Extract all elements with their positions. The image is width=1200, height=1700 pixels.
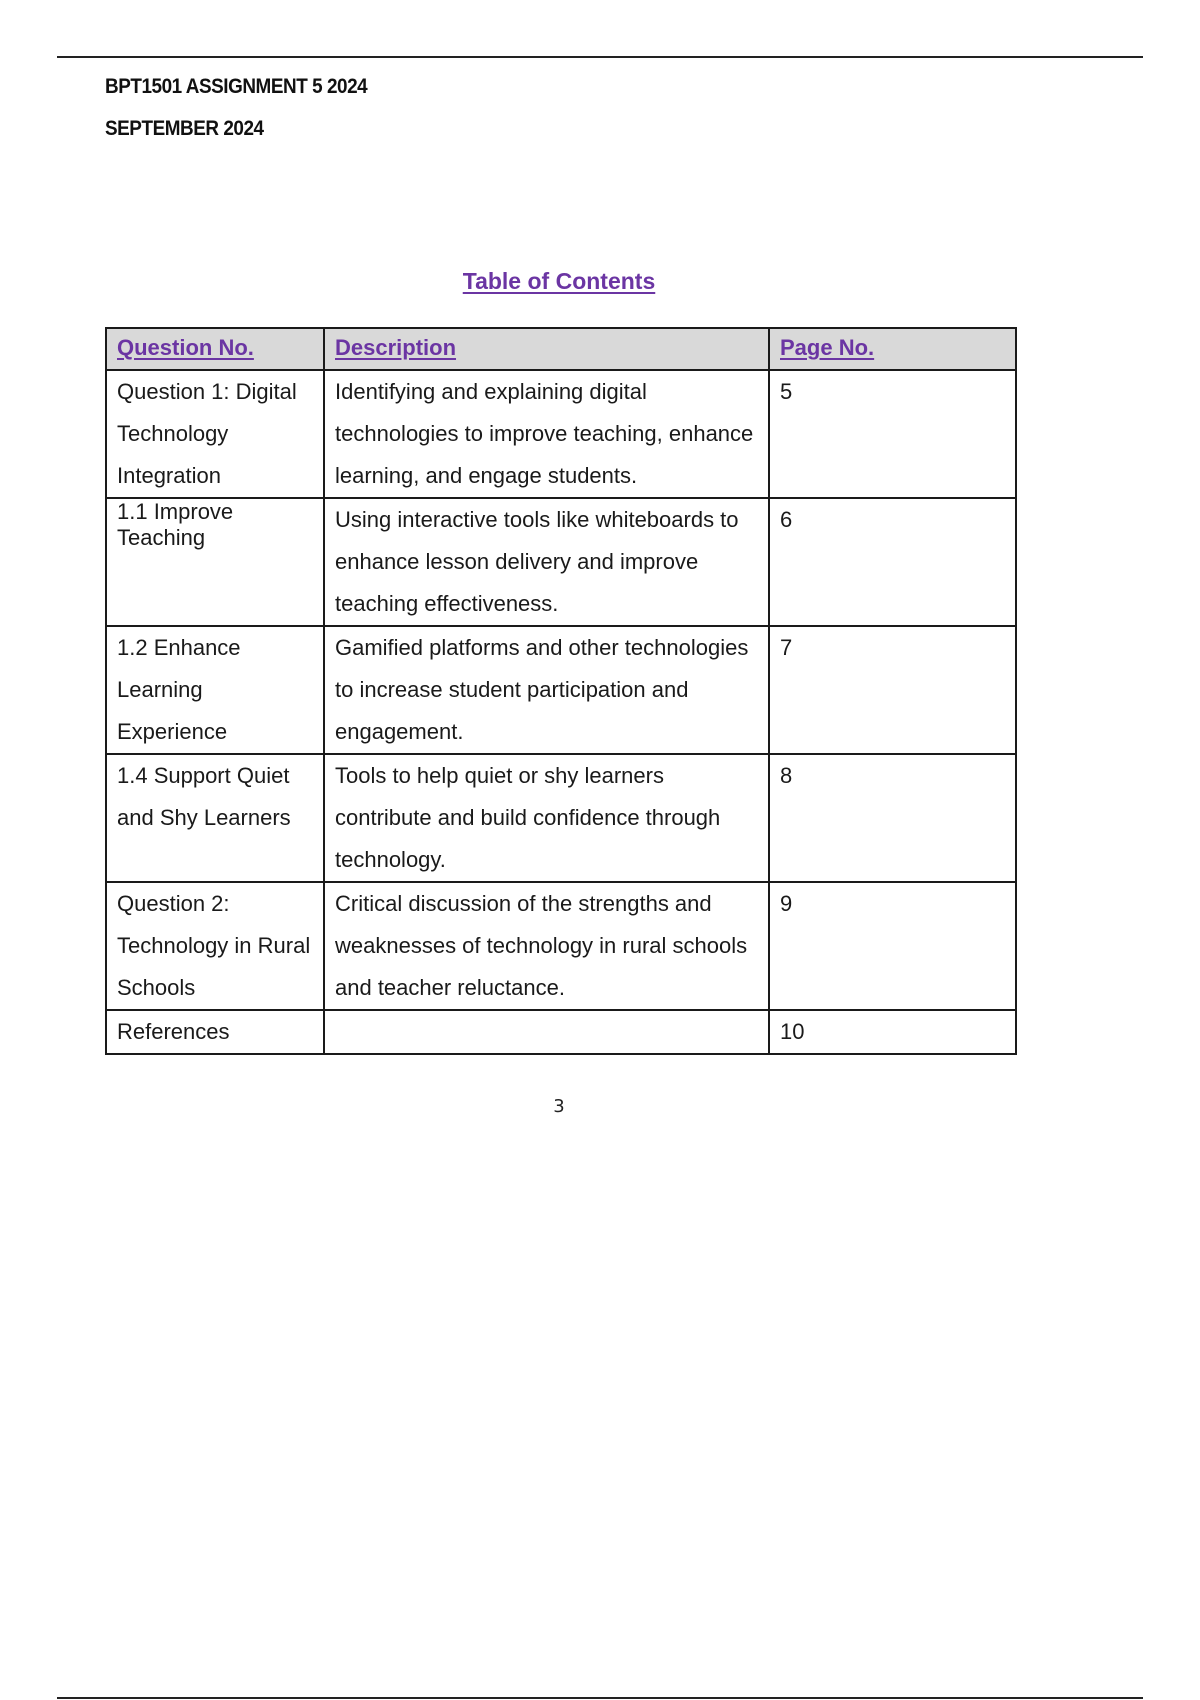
page-cell: 5 xyxy=(769,370,1016,498)
question-cell: 1.2 Enhance Learning Experience xyxy=(106,626,324,754)
question-cell: 1.4 Support Quiet and Shy Learners xyxy=(106,754,324,882)
description-cell: Using interactive tools like whiteboards to enhance lesson delivery and improve teaching effectiveness. xyxy=(324,498,769,626)
page-cell: 7 xyxy=(769,626,1016,754)
question-cell: Question 2: Technology in Rural Schools xyxy=(106,882,324,1010)
table-row xyxy=(106,626,1016,754)
document-date: SEPTEMBER 2024 xyxy=(105,117,264,140)
page-cell: 9 xyxy=(769,882,1016,1010)
table-row xyxy=(106,1010,1016,1054)
page-number: 3 xyxy=(553,1096,565,1117)
question-cell: 1.1 Improve Teaching xyxy=(106,498,324,626)
page-cell: 6 xyxy=(769,498,1016,626)
col-header-question: Question No. xyxy=(106,328,324,370)
toc-header-row xyxy=(106,328,1016,370)
description-cell xyxy=(324,1010,769,1054)
page-cell: 8 xyxy=(769,754,1016,882)
bottom-rule xyxy=(57,1697,1143,1699)
table-row xyxy=(106,882,1016,1010)
table-row xyxy=(106,754,1016,882)
toc-table xyxy=(105,327,1017,1055)
top-rule xyxy=(57,56,1143,58)
question-cell: Question 1: Digital Technology Integration xyxy=(106,370,324,498)
document-course-code: BPT1501 ASSIGNMENT 5 2024 xyxy=(105,75,368,98)
description-cell: Gamified platforms and other technologies to increase student participation and engagement. xyxy=(324,626,769,754)
table-row xyxy=(106,498,1016,626)
description-cell: Tools to help quiet or shy learners contribute and build confidence through technology. xyxy=(324,754,769,882)
description-cell: Identifying and explaining digital technologies to improve teaching, enhance learning, and engage students. xyxy=(324,370,769,498)
toc-title: Table of Contents xyxy=(462,268,656,294)
col-header-page: Page No. xyxy=(769,328,1016,370)
description-cell: Critical discussion of the strengths and weaknesses of technology in rural schools and teacher reluctance. xyxy=(324,882,769,1010)
question-cell: References xyxy=(106,1010,324,1054)
page-cell: 10 xyxy=(769,1010,1016,1054)
col-header-description: Description xyxy=(324,328,769,370)
table-row xyxy=(106,370,1016,498)
